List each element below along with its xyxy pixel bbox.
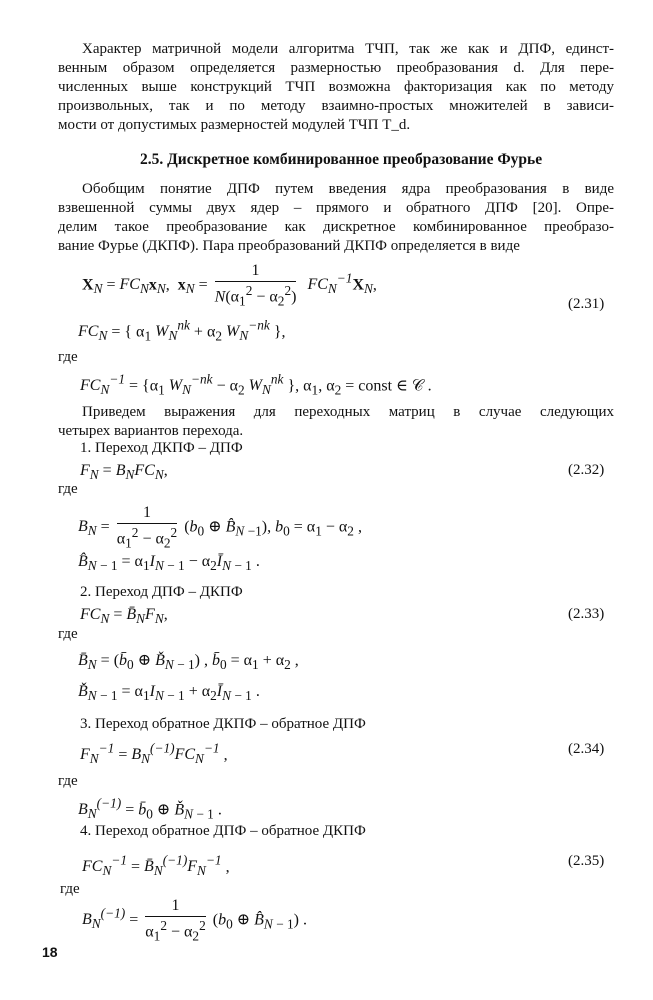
- equation-bn-inverse: $B_N^{(-1)}$ = $b̄_0$ ⊕ $B̌_{N - 1}$ .: [78, 796, 222, 822]
- equation-bn-hat: $B̂_{N - 1} = \alpha_1I_{N - 1}$ − $\alpha_2Ī_{N - 1}$ .: [78, 553, 260, 574]
- page-number: 18: [42, 944, 58, 960]
- equation-2-32: $F_N = B_NFC_N$,: [80, 462, 168, 483]
- text-line: численных выше конструкций ТЧП возможна факторизация как по методу: [58, 79, 614, 95]
- equation-inverse-kernel: $FC_N^{-1} = \{\alpha_1$ $W_N^{-nk} - \alpha_2$ $W_N^{nk}$ }, $\alpha_1$, $\alpha_2$ = const ∈ 𝒞 .: [80, 372, 432, 398]
- equation-bn-inverse-hat: $B_N^{(-1)}$ = $\frac{1}{\alpha_1^2 - \alpha_2^2}$ ($b_0$ ⊕ $B̂_{N - 1}$) .: [82, 897, 307, 944]
- text-line: Обобщим понятие ДПФ путем введения ядра преобразования в виде: [82, 181, 614, 197]
- equation-2-35: $FC_N^{-1}$ = $B̄_N^{(-1)}F_N^{-1}$ ,: [82, 853, 230, 879]
- list-item: 1. Переход ДКПФ – ДПФ: [80, 440, 243, 456]
- equation-2-31-line1: $X_N = FC_Nx_N$, $x_N$ = $\frac{1}{N(\alpha_1^2 - \alpha_2^2)}$ $FC_N^{-1}X_N$,: [82, 262, 377, 309]
- paragraph-dkpf-definition: [58, 180, 614, 256]
- where-label: где: [58, 481, 78, 497]
- section-heading: 2.5. Дискретное комбинированное преобразование Фурье: [140, 151, 543, 168]
- equation-bn-check: $B̌_{N - 1} = \alpha_1I_{N - 1}$ + $\alpha_2Ī_{N - 1}$ .: [78, 683, 260, 704]
- list-item: 4. Переход обратное ДПФ – обратное ДКПФ: [80, 823, 366, 839]
- text-line: Приведем выражения для переходных матриц в случае следующих: [82, 404, 614, 420]
- equation-number: (2.32): [568, 462, 605, 478]
- text-line: произвольных, так и по методу взаимно-простых множителей в зависи-: [58, 98, 614, 114]
- where-label: где: [60, 881, 80, 897]
- list-item: 2. Переход ДПФ – ДКПФ: [80, 584, 243, 600]
- equation-2-33: $FC_N$ = $B̄_NF_N$,: [80, 606, 168, 627]
- equation-number: (2.33): [568, 606, 605, 622]
- text-line: Характер матричной модели алгоритма ТЧП, так же как и ДПФ, единст-: [82, 41, 614, 57]
- text-line: четырех вариантов перехода.: [58, 423, 244, 439]
- text-line: взвешенной суммы двух ядер – прямого и обратного ДПФ [20]. Опре-: [58, 200, 614, 216]
- equation-number: (2.35): [568, 853, 605, 869]
- equation-number: (2.34): [568, 741, 605, 757]
- text-line: венным образом определяется размерностью преобразования d. Для пере-: [58, 60, 614, 76]
- equation-bn-bar: $B̄_N$ = ($b̄_0$ ⊕ $B̌_{N - 1}$) , $b̄_0 = \alpha_1 + \alpha_2$ ,: [78, 652, 299, 673]
- equation-number: (2.31): [568, 296, 605, 312]
- paragraph-transition-matrices: [58, 403, 614, 441]
- list-item: 3. Переход обратное ДКПФ – обратное ДПФ: [80, 716, 366, 732]
- where-label: где: [58, 349, 78, 365]
- where-label: где: [58, 626, 78, 642]
- equation-2-31-line2: $FC_N$ = { $\alpha_1$ $W_N^{nk} + \alpha_2$ $W_N^{-nk}$ },: [78, 318, 286, 344]
- equation-2-34: $F_N^{-1} = B_N^{(-1)}FC_N^{-1}$ ,: [80, 741, 228, 767]
- text-line: мости от допустимых размерностей модулей ТЧП T_d.: [58, 117, 411, 133]
- where-label: где: [58, 773, 78, 789]
- text-line: делим такое преобразование как дискретное комбинированное преобразо-: [58, 219, 614, 235]
- equation-bn: $B_N$ = $\frac{1}{\alpha_1^2 - \alpha_2^2}$ ($b_0$ ⊕ $B̂_{N -1}$), $b_0 = \alpha_1 - \alpha_2$ ,: [78, 504, 362, 551]
- paragraph-matrix-model: [58, 40, 614, 135]
- text-line: вание Фурье (ДКПФ). Пара преобразований ДКПФ определяется в виде: [58, 238, 520, 254]
